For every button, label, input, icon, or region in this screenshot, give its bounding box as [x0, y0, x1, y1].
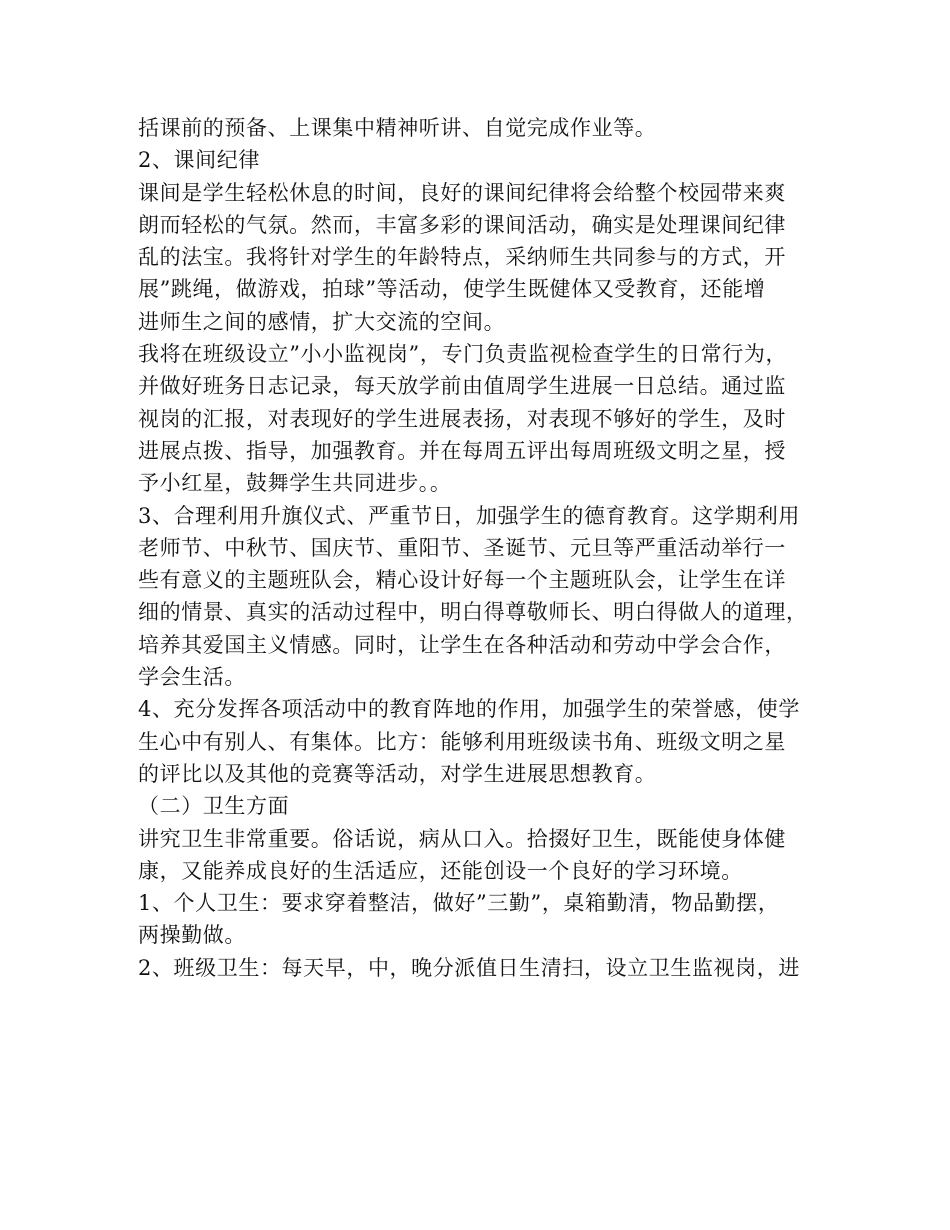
text-line: 生心中有别人、有集体。比方：能够利用班级读书角、班级文明之星 [138, 729, 786, 754]
text-line: 2、班级卫生：每天早，中，晚分派值日生清扫，设立卫生监视岗，进 [138, 955, 800, 980]
text-line: 老师节、中秋节、国庆节、重阳节、圣诞节、元旦等严重活动举行一 [138, 535, 786, 560]
text-line: 进展点拨、指导，加强教育。并在每周五评出每周班级文明之星，授 [138, 438, 786, 463]
text-line: 学会生活。 [138, 665, 246, 690]
text-line: 括课前的预备、上课集中精神听讲、自觉完成作业等。 [138, 116, 657, 140]
text-line: 细的情景、真实的活动过程中，明白得尊敬师长、明白得做人的道理， [138, 600, 808, 625]
text-line: 培养其爱国主义情感。同时，让学生在各种活动和劳动中学会合作， [138, 632, 786, 657]
text-line: 讲究卫生非常重要。俗话说，病从口入。拾掇好卫生，既能使身体健 [138, 826, 786, 851]
section-heading: 2、课间纪律 [138, 148, 260, 173]
text-line: 进师生之间的感情，扩大交流的空间。 [138, 309, 506, 334]
text-line: 予小红星，鼓舞学生共同进步。。 [138, 471, 452, 496]
text-line: 康，又能养成良好的生活适应，还能创设一个良好的学习环境。 [138, 858, 743, 883]
text-line: 1、个人卫生：要求穿着整洁，做好”三勤”，桌箱勤清，物品勤摆， [138, 891, 780, 916]
text-line: 课间是学生轻松休息的时间，良好的课间纪律将会给整个校园带来爽 [138, 180, 786, 205]
text-line: 两操勤做。 [138, 923, 246, 948]
text-line: 我将在班级设立”小小监视岗”，专门负责监视检查学生的日常行为， [138, 342, 788, 367]
document-body [138, 112, 828, 984]
text-line: 乱的法宝。我将针对学生的年龄特点，采纳师生共同参与的方式，开 [138, 245, 786, 270]
text-line: 并做好班务日志记录，每天放学前由值周学生进展一日总结。通过监 [138, 374, 786, 399]
text-line: 展”跳绳，做游戏，拍球”等活动，使学生既健体又受教育，还能增 [138, 277, 766, 302]
text-line: 朗而轻松的气氛。然而，丰富多彩的课间活动，确实是处理课间纪律 [138, 212, 786, 237]
text-line: 4、充分发挥各项活动中的教育阵地的作用，加强学生的荣誉感，使学 [138, 697, 800, 722]
text-line: 些有意义的主题班队会，精心设计好每一个主题班队会，让学生在详 [138, 568, 786, 593]
text-line: 的评比以及其他的竞赛等活动，对学生进展思想教育。 [138, 761, 657, 786]
text-line: 视岗的汇报，对表现好的学生进展表扬，对表现不够好的学生，及时 [138, 406, 786, 431]
text-line: 3、合理利用升旗仪式、严重节日，加强学生的德育教育。这学期利用 [138, 503, 800, 528]
section-heading: （二）卫生方面 [138, 794, 290, 819]
